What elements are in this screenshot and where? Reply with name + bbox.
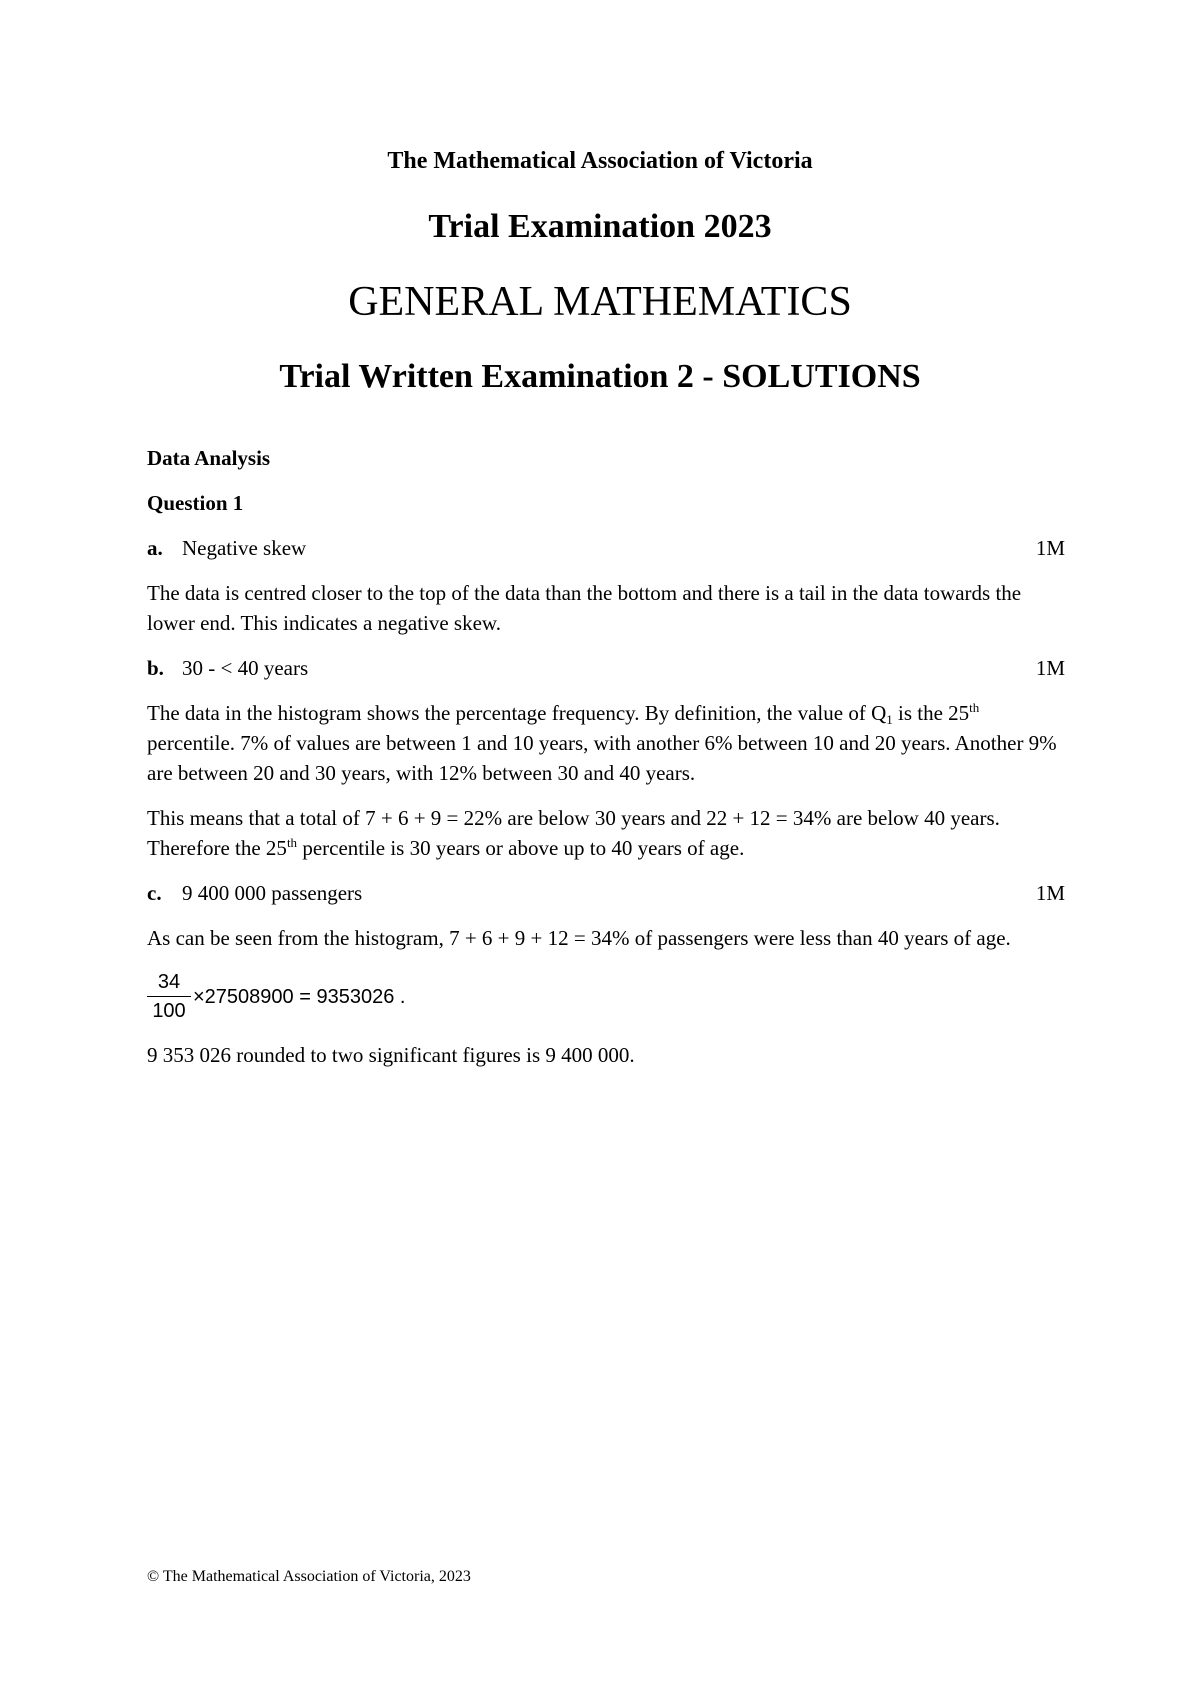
part-c-calculation (147, 968, 1065, 1025)
part-b-answer-text: 30 - < 40 years (182, 656, 309, 680)
th-superscript: th (286, 835, 298, 850)
part-c-conclusion: 9 353 026 rounded to two significant figures is 9 400 000. (147, 1043, 635, 1067)
part-c-explanation: As can be seen from the histogram, 7 + 6 + 9 + 12 = 34% of passengers were less than 40 years of age. (147, 926, 1011, 950)
exam-heading: Trial Written Examination 2 - SOLUTIONS (279, 358, 921, 395)
fraction-denominator: 100 (152, 1000, 186, 1022)
part-c-answer (147, 878, 362, 908)
part-b-p2-text-b: percentile is 30 years or above up to 40 years of age. (297, 836, 745, 860)
part-b-marks: 1M (1035, 656, 1065, 680)
question-title: Question 1 (147, 491, 244, 515)
part-b-p1-text-c: percentile. 7% of values are between 1 and 10 years, with another 6% between 10 and 20 years. Another 9% are between 20 and 30 years, with 12% between 30 and 40 years. (147, 731, 1057, 785)
part-b-explanation-1 (147, 698, 1065, 788)
part-a-answer-row (147, 533, 1065, 563)
fraction-numerator: 34 (157, 971, 181, 993)
fraction (147, 968, 191, 1025)
calculation-rest: ×27508900 = 9353026 . (193, 985, 406, 1008)
part-b-p2-text-a: This means that a total of 7 + 6 + 9 = 22% are below 30 years and 22 + 12 = 34% are below 40 years. Therefore the 25 (147, 806, 1000, 860)
part-a-answer-text: Negative skew (182, 536, 307, 560)
part-c-answer-row (147, 878, 1065, 908)
part-c-marks: 1M (1035, 881, 1065, 905)
section-title: Data Analysis (147, 446, 271, 470)
part-b-p1-text-b: is the 25 (892, 701, 970, 725)
part-c-answer-text: 9 400 000 passengers (182, 881, 363, 905)
part-a-marks: 1M (1035, 536, 1065, 560)
part-a-label: a. (147, 536, 163, 560)
part-b-p1-text-a: The data in the histogram shows the percentage frequency. By definition, the value of Q (147, 701, 887, 725)
association-heading: The Mathematical Association of Victoria (387, 148, 813, 174)
part-b-answer (147, 653, 308, 683)
q1-subscript: 1 (886, 712, 893, 727)
part-b-label: b. (147, 656, 164, 680)
subject-heading: GENERAL MATHEMATICS (348, 279, 852, 325)
part-a-explanation: The data is centred closer to the top of the data than the bottom and there is a tail in the data towards the lower end. This indicates a negative skew. (147, 581, 1022, 635)
part-b-explanation-2 (147, 803, 1065, 863)
part-a-answer (147, 533, 306, 563)
copyright-footer: © The Mathematical Association of Victoria, 2023 (147, 1568, 471, 1585)
solutions-content (147, 443, 1065, 1085)
th-superscript: th (969, 700, 980, 715)
part-c-label: c. (147, 881, 162, 905)
part-b-answer-row (147, 653, 1065, 683)
trial-heading: Trial Examination 2023 (428, 208, 772, 245)
